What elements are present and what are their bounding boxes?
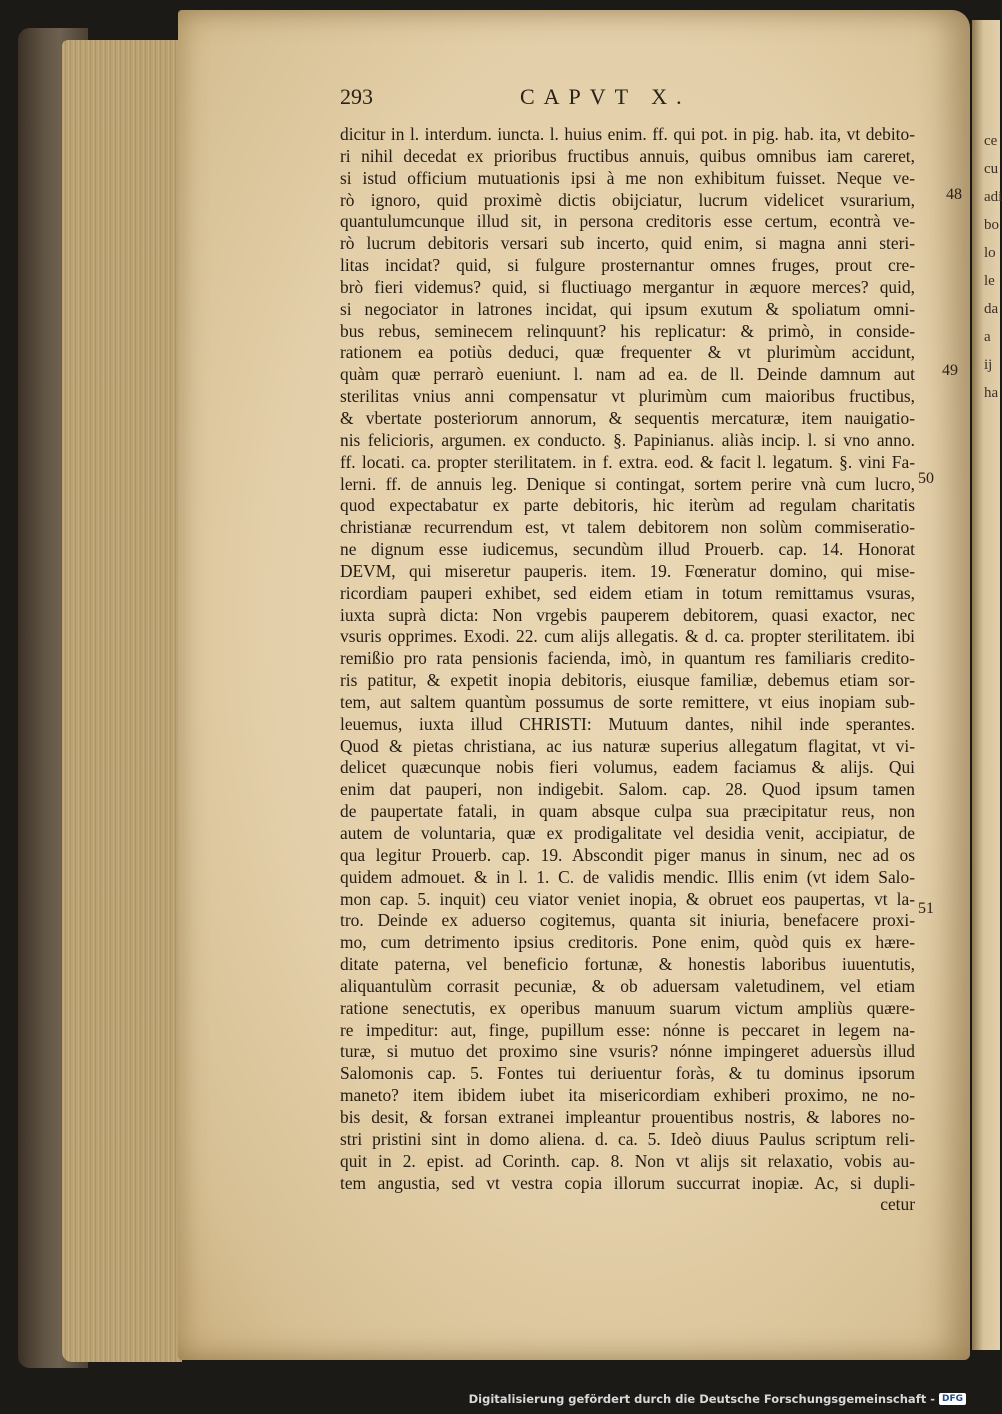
text-line: quàm quæ perrarò eueniunt. l. nam ad ea. de ll. Deinde damnum aut: [340, 364, 915, 385]
text-line: enim dat pauperi, non indigebit. Salom. cap. 28. Quod ipsum tamen: [340, 779, 915, 800]
text-line: ditate paterna, vel beneficio fortunæ, & honestis laboribus iuuentutis,: [340, 954, 915, 975]
text-line: dicitur in l. interdum. iuncta. l. huius enim. ff. qui pot. in pig. hab. ita, vt debito-: [340, 124, 915, 144]
facing-page-fragment: adi: [984, 189, 1002, 205]
text-line: bis desit, & forsan extranei impleantur prouentibus nostris, & labores no-: [340, 1106, 915, 1127]
text-line: ris patitur, & expetit inopia debitoris, eiusque familiæ, debemus etiam sor-: [340, 670, 915, 691]
facing-page-fragment: a: [984, 329, 991, 345]
text-line: ratione senectutis, ex operibus manuum suarum victum ampliùs quære-: [340, 997, 915, 1018]
text-line: ff. locati. ca. propter sterilitatem. in f. extra. eod. & facit l. legatum. §. vini Fa-: [340, 451, 915, 472]
text-line: Salomonis cap. 5. Fontes tui deriuentur foràs, & tu dominus ipsorum: [340, 1063, 915, 1084]
text-line: remißio pro rata pensionis facienda, imò, in quantum res familiaris credito-: [340, 648, 915, 669]
text-line: quidem admouet. & in l. 1. C. de validis mendic. Illis enim (vt idem Salo-: [340, 866, 915, 887]
text-line: delicet quæcunque nobis fieri volumus, eadem faciamus & alijs. Qui: [340, 757, 915, 778]
text-line: tem angustia, sed vt vestra copia illorum succurrat inopiæ. Ac, si dupli-: [340, 1172, 915, 1193]
text-line: autem de voluntaria, quæ ex prodigalitate vel desidia venit, accipiatur, de: [340, 823, 915, 843]
page-number: 293: [340, 84, 373, 109]
text-line: maneto? item ibidem iubet ita misericordiam exhiberi proximo, ne no-: [340, 1085, 915, 1106]
text-line: ne dignum esse iudicemus, secundùm illud Prouerb. cap. 14. Honorat: [340, 539, 915, 560]
facing-page-fragment: le: [984, 273, 995, 289]
facing-page-fragment: lo: [984, 245, 996, 261]
margin-number: 49: [942, 362, 958, 379]
facing-page-fragment: ce: [984, 133, 998, 149]
text-line: re impeditur: aut, finge, pupillum esse: nónne is peccaret in legem na-: [340, 1019, 915, 1040]
body-text: [340, 124, 915, 1216]
facing-page-fragment: ij: [984, 357, 993, 373]
facing-page-text: [984, 130, 1000, 410]
text-line: tro. Deinde ex aduerso cogitemus, quanta sit iniuria, benefacere proxi-: [340, 910, 915, 931]
text-line: tem, aut saltem quantùm possumus de sorte remittere, vt eius inopiam sub-: [340, 691, 915, 712]
text-line: sterilitas vnius anni compensatur vt plurimùm cum maioribus fructibus,: [340, 386, 915, 407]
text-line: rò lucrum debitoris versari sub incerto, quid enim, si magna anni steri-: [340, 233, 915, 254]
text-line: quod expectabatur ex parte debitoris, hic iterùm ad regulam charitatis: [340, 495, 915, 516]
text-line: turæ, si mutuo det proximo sine vsuris? nónne impingeret aduersùs illud: [340, 1041, 915, 1062]
facing-page-fragment: cu: [984, 161, 999, 177]
text-line: cetur: [880, 1194, 915, 1215]
dfg-logo: DFG: [939, 1393, 966, 1405]
page-edges: [62, 40, 182, 1362]
text-line: aliquantulùm corrasit pecuniæ, & ob aduersam valetudinem, vel etiam: [340, 975, 915, 996]
text-line: lerni. ff. de annuis leg. Denique si contingat, sortem perire vnà cum lucro,: [340, 473, 915, 494]
margin-number: 50: [918, 470, 934, 487]
text-line: rò ignoro, quid proximè dictis obijciatur, lucrum videlicet vsurarium,: [340, 189, 915, 210]
facing-page-fragment: da: [984, 301, 999, 317]
text-line: mon cap. 5. inquit) ceu viator veniet inopia, & obruet eos paupertas, vt la-: [340, 888, 915, 909]
margin-number: 51: [918, 900, 934, 917]
footer: [469, 1392, 966, 1406]
text-line: quit in 2. epist. ad Corinth. cap. 8. Non vt alijs sit relaxatio, vobis au-: [340, 1150, 915, 1171]
text-line: de paupertate fatali, in quam absque culpa sua præcipitatur reus, non: [340, 801, 915, 822]
text-line: si istud officium mutuationis ipsi à me non exhibitum fuisset. Neque ve-: [340, 167, 915, 188]
text-line: DEVM, qui miseretur pauperis. item. 19. Fœneratur domino, qui mise-: [340, 560, 915, 581]
text-line: leuemus, iuxta illud CHRISTI: Mutuum dantes, nihil inde sperantes.: [340, 713, 915, 734]
text-line: quantulumcunque illud sit, in persona creditoris esse certum, econtrà ve-: [340, 211, 915, 232]
text-line: rationem ea potiùs deduci, quæ frequenter & vt plurimùm accidunt,: [340, 342, 915, 363]
text-line: Quod & pietas christiana, ac ius naturæ superius allegatum flagitat, vt vi-: [340, 735, 915, 756]
text-line: litas incidat? quid, si fulgure prosternantur omnes fruges, prout cre-: [340, 255, 915, 276]
footer-text: Digitalisierung gefördert durch die Deutsche Forschungsgemeinschaft -: [468, 1392, 935, 1406]
text-line: nis felicioris, argumen. ex conducto. §. Papinianus. aliàs incip. l. si vno anno.: [340, 429, 915, 450]
text-line: vsuris opprimes. Exodi. 22. cum alijs allegatis. & d. ca. propter sterilitatem. ibi: [340, 626, 915, 647]
text-line: mo, cum detrimento ipsius creditoris. Pone enim, quòd quis ex hære-: [340, 932, 915, 953]
text-line: stri pristini sint in domo aliena. d. ca. 5. Ideò diuus Paulus scriptum reli-: [340, 1128, 915, 1149]
text-line: christianæ recurrendum est, vt talem debitorem non solùm commiseratio-: [340, 517, 915, 538]
page-header: [340, 84, 920, 114]
running-head: CAPVT X.: [520, 84, 691, 109]
text-line: ri nihil decedat ex prioribus fructibus annuis, quibus omnibus iam careret,: [340, 145, 915, 166]
facing-page-fragment: bo: [984, 217, 999, 233]
text-line: & vbertate posteriorum annorum, & sequentis mercaturæ, item nauigatio-: [340, 407, 915, 428]
text-line: iuxta suprà dicta: Non vrgebis pauperem debitorem, quasi exactor, nec: [340, 604, 915, 625]
text-line: brò fieri videmus? quid, si fluctiuago mergantur in æquore merces? quid,: [340, 276, 915, 297]
text-line: bus rebus, seminecem relinquunt? his replicatur: & primò, in conside-: [340, 320, 915, 341]
text-line: qua legitur Prouerb. cap. 19. Abscondit piger manus in sinum, nec ad os: [340, 844, 915, 865]
facing-page-fragment: ha: [984, 385, 999, 401]
text-line: si negociator in latrones incidat, qui ipsum exutum & spoliatum omni-: [340, 298, 915, 319]
text-line: ricordiam pauperi exhibet, sed eidem etiam in totum remittamus vsuras,: [340, 582, 915, 603]
margin-number: 48: [946, 186, 962, 203]
